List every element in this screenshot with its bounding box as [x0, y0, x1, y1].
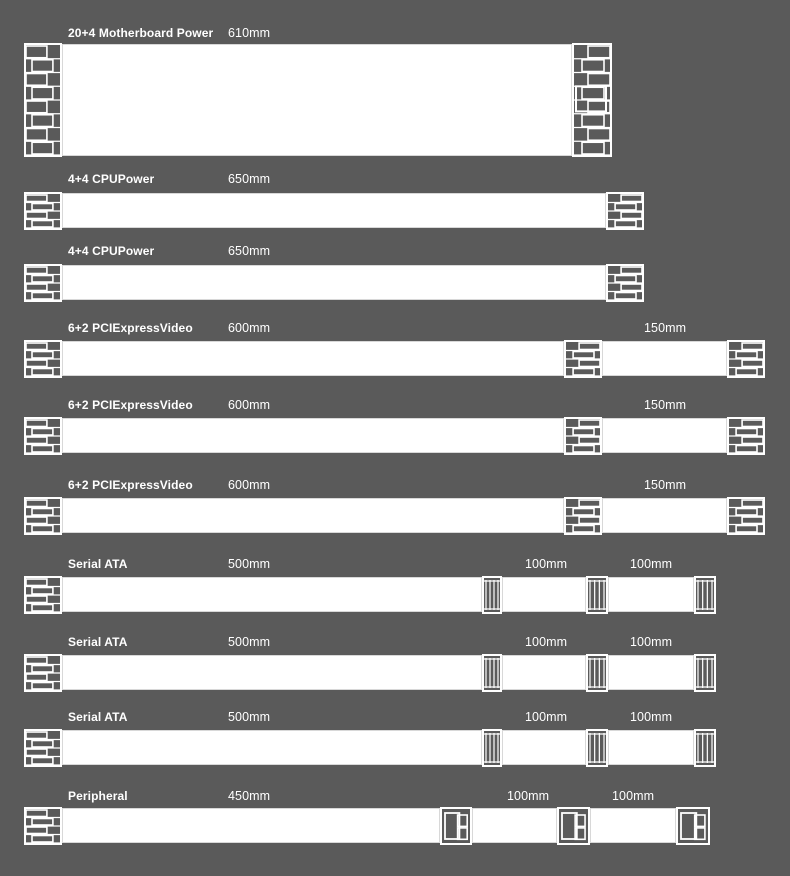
end-connector-icon: [694, 654, 716, 692]
end-connector-icon: [727, 417, 765, 455]
cable-length-label: 650mm: [228, 172, 271, 186]
cable-length-label: 600mm: [228, 478, 271, 492]
cable-sleeve: [608, 730, 694, 765]
joint-connector-icon: [586, 654, 608, 692]
cable-sleeve: [62, 730, 482, 765]
cable-sleeve: [608, 577, 694, 612]
joint-connector-icon: [564, 340, 602, 378]
extension-length-label: 150mm: [644, 478, 687, 492]
end-connector-icon: [572, 43, 612, 157]
cable-sleeve: [502, 577, 586, 612]
cable-length-label: 600mm: [228, 398, 271, 412]
cable-length-label: 610mm: [228, 26, 271, 40]
cable-sleeve: [62, 418, 564, 453]
cable-length-label: 500mm: [228, 635, 271, 649]
cable-sleeve: [62, 265, 606, 300]
cable-name: Peripheral: [68, 789, 128, 803]
extension-length-label: 100mm: [525, 710, 568, 724]
start-connector-icon: [24, 192, 62, 230]
end-connector-icon: [727, 340, 765, 378]
cable-name: Serial ATA: [68, 710, 128, 724]
cable-length-label: 650mm: [228, 244, 271, 258]
start-connector-icon: [24, 807, 62, 845]
start-connector-icon: [24, 654, 62, 692]
cable-name: 4+4 CPUPower: [68, 244, 155, 258]
cable-length-label: 600mm: [228, 321, 271, 335]
cable-sleeve: [62, 498, 564, 533]
cable-sleeve: [590, 808, 676, 843]
joint-connector-icon: [482, 729, 502, 767]
cable-sleeve: [472, 808, 557, 843]
extension-length-label: 100mm: [630, 557, 673, 571]
extension-length-label: 100mm: [507, 789, 550, 803]
cable-sleeve: [602, 418, 727, 453]
end-connector-icon: [694, 576, 716, 614]
joint-connector-icon: [564, 417, 602, 455]
start-connector-icon: [24, 43, 62, 157]
cable-sleeve: [62, 341, 564, 376]
end-connector-icon: [694, 729, 716, 767]
joint-connector-icon: [564, 497, 602, 535]
start-connector-icon: [24, 729, 62, 767]
cable-length-label: 450mm: [228, 789, 271, 803]
end-connector-icon: [606, 264, 644, 302]
extension-length-label: 150mm: [644, 398, 687, 412]
extension-length-label: 150mm: [644, 321, 687, 335]
joint-connector-icon: [586, 576, 608, 614]
extension-length-label: 100mm: [612, 789, 655, 803]
cable-sleeve: [62, 44, 572, 156]
cable-name: Serial ATA: [68, 557, 128, 571]
extension-length-label: 100mm: [525, 635, 568, 649]
cable-length-label: 500mm: [228, 557, 271, 571]
extension-length-label: 100mm: [630, 710, 673, 724]
joint-connector-icon: [440, 807, 472, 845]
extension-length-label: 100mm: [630, 635, 673, 649]
cable-sleeve: [62, 655, 482, 690]
joint-connector-icon: [482, 654, 502, 692]
cable-name: 6+2 PCIExpressVideo: [68, 398, 193, 412]
cable-sleeve: [502, 730, 586, 765]
cable-name: 6+2 PCIExpressVideo: [68, 321, 193, 335]
cable-sleeve: [602, 341, 727, 376]
cable-sleeve: [602, 498, 727, 533]
cable-length-label: 500mm: [228, 710, 271, 724]
cable-name: 6+2 PCIExpressVideo: [68, 478, 193, 492]
joint-connector-icon: [586, 729, 608, 767]
end-connector-icon: [606, 192, 644, 230]
start-connector-icon: [24, 497, 62, 535]
cable-sleeve: [62, 193, 606, 228]
start-connector-icon: [24, 264, 62, 302]
start-connector-icon: [24, 417, 62, 455]
cable-sleeve: [62, 577, 482, 612]
start-connector-icon: [24, 576, 62, 614]
joint-connector-icon: [482, 576, 502, 614]
cable-name: Serial ATA: [68, 635, 128, 649]
start-connector-icon: [24, 340, 62, 378]
end-connector-icon: [727, 497, 765, 535]
cable-sleeve: [608, 655, 694, 690]
end-connector-icon: [676, 807, 710, 845]
cable-name: 4+4 CPUPower: [68, 172, 155, 186]
cable-name: 20+4 Motherboard Power: [68, 26, 214, 40]
cable-sleeve: [62, 808, 440, 843]
extension-length-label: 100mm: [525, 557, 568, 571]
joint-connector-icon: [557, 807, 590, 845]
cable-sleeve: [502, 655, 586, 690]
